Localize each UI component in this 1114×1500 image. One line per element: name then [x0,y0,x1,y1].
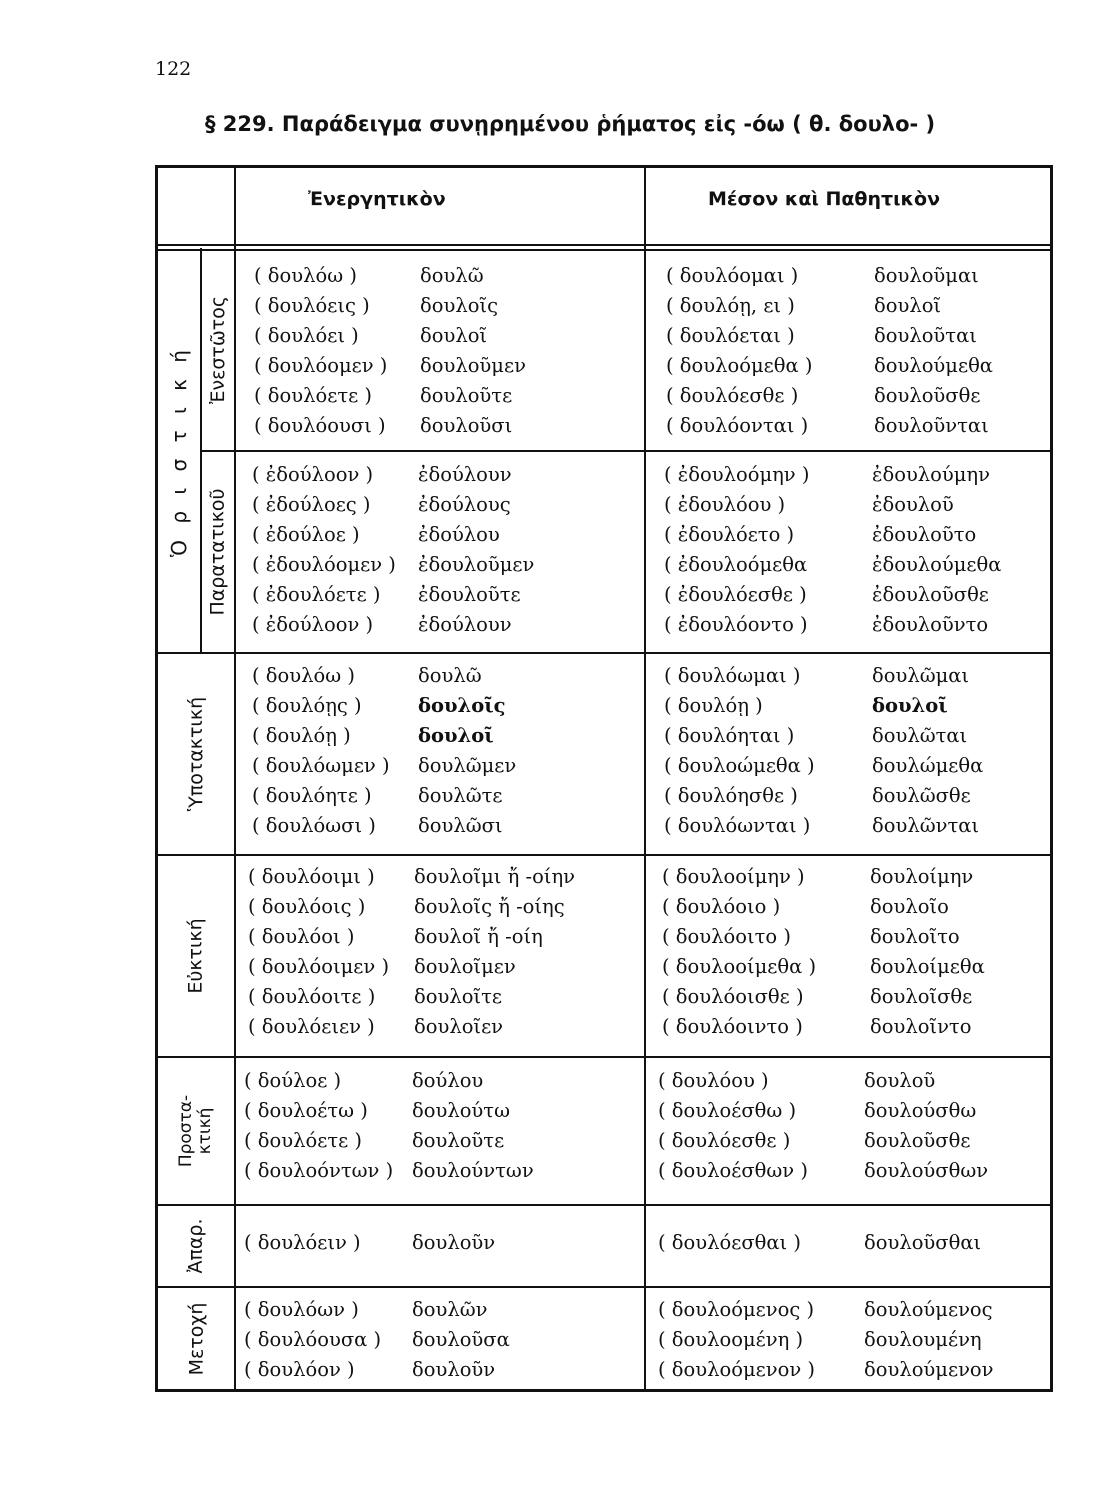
uncontracted-form: ( δουλόω ) [254,264,357,287]
label-participle-text: Μετοχή [185,1302,207,1376]
rule-indic-subj [158,652,1050,654]
rule-header-2 [158,249,1050,251]
uncontracted-form: ( δουλόηται ) [664,724,795,747]
uncontracted-form: ( δουλόητε ) [252,784,372,807]
contracted-form: ἐδουλοῦμεν [418,553,535,576]
uncontracted-form: ( δουλοόμενος ) [658,1298,815,1321]
uncontracted-form: ( δουλόωσι ) [252,814,376,837]
uncontracted-form: ( δουλόουσι ) [254,414,386,437]
label-subjunctive [158,654,234,854]
uncontracted-form: ( δουλόου ) [658,1069,769,1092]
uncontracted-form: ( δουλόον ) [244,1358,355,1381]
uncontracted-form: ( δουλόωμεν ) [252,754,390,777]
rule-pres-imperf [200,450,1050,452]
label-indicative [158,250,200,652]
contracted-form: ἐδουλοῦντο [872,613,989,636]
uncontracted-form: ( ἐδουλοόμεθα [664,553,808,576]
rule-header-1 [158,244,1050,246]
contracted-form: δουλούμενος [864,1298,993,1321]
contracted-form: δουλῶμεν [418,754,517,777]
uncontracted-form: ( δουλόεις ) [254,294,370,317]
uncontracted-form: ( δουλόω ) [252,664,355,687]
uncontracted-form: ( δουλόομαι ) [666,264,799,287]
uncontracted-form: ( δουλοέτω ) [244,1099,368,1122]
contracted-form: δουλούμεθα [874,354,993,377]
contracted-form: ἐδούλου [418,523,500,546]
uncontracted-form: ( ἐδουλοόμην ) [664,463,810,486]
uncontracted-form: ( δουλόετε ) [254,384,373,407]
contracted-form: δουλῶσθε [872,784,971,807]
contracted-form: δουλοῖ [420,324,488,347]
contracted-form: ἐδουλοῦσθε [872,583,989,606]
contracted-form: δουλοῦνται [874,414,989,437]
uncontracted-form: ( δουλόωνται ) [664,814,811,837]
uncontracted-form: ( ἐδουλόετε ) [252,583,381,606]
uncontracted-form: ( δουλόων ) [244,1298,359,1321]
contracted-form: δουλοῖμεν [414,955,516,978]
header-middle-passive: Μέσον καὶ Παθητικὸν [708,188,941,210]
uncontracted-form: ( ἐδούλοον ) [252,463,374,486]
contracted-form: δουλοῦσθε [864,1129,971,1152]
contracted-form: δουλῶμαι [872,664,970,687]
contracted-form: δουλοῦν [412,1358,496,1381]
uncontracted-form: ( δουλόοιντο ) [662,1015,803,1038]
contracted-form: δουλοῦμεν [420,354,526,377]
uncontracted-form: ( δουλόετε ) [244,1129,363,1152]
uncontracted-form: ( δουλόοισθε ) [662,985,804,1008]
contracted-form: δουλοῖ ἤ -οίη [414,925,543,948]
contracted-form: δουλοῖντο [870,1015,972,1038]
uncontracted-form: ( δουλόῃς ) [252,694,362,717]
contracted-form: δουλοῦμαι [874,264,979,287]
uncontracted-form: ( ἐδούλοον ) [252,613,374,636]
header-active: Ἐνεργητικὸν [308,188,446,210]
uncontracted-form: ( ἐδούλοες ) [252,493,371,516]
uncontracted-form: ( δουλόῃ ) [664,694,763,717]
contracted-form: ἐδουλοῦτο [872,523,977,546]
contracted-form: ἐδουλοῦτε [418,583,521,606]
label-subjunctive-text: Ὑποτακτική [185,696,208,812]
contracted-form: δουλοῖμι ἤ -οίην [414,865,575,888]
contracted-form: δουλοῖ [874,294,942,317]
contracted-form: δουλούτω [412,1099,510,1122]
contracted-form: δουλῶν [412,1298,488,1321]
contracted-form: ἐδούλουν [418,613,512,636]
uncontracted-form: ( δουλόεσθαι ) [658,1231,802,1254]
contracted-form: δουλούντων [412,1159,534,1182]
contracted-form: δουλοῦσα [412,1328,510,1351]
uncontracted-form: ( δουλόοις ) [248,895,366,918]
uncontracted-form: ( δουλοοίμεθα ) [662,955,817,978]
contracted-form: δουλοῦτε [420,384,513,407]
uncontracted-form: ( ἐδουλόοντο ) [664,613,808,636]
contracted-form: δουλῶνται [872,814,980,837]
uncontracted-form: ( δουλοόμενον ) [658,1358,816,1381]
uncontracted-form: ( δουλόοιμεν ) [248,955,390,978]
rule-imper-inf [158,1204,1050,1206]
uncontracted-form: ( ἐδουλόετο ) [664,523,795,546]
contracted-form: δουλοῦσι [420,414,513,437]
uncontracted-form: ( δουλόειεν ) [248,1015,375,1038]
uncontracted-form: ( δούλοε ) [244,1069,342,1092]
label-imperfect-text: Παρατατικοῦ [207,488,230,616]
contracted-form: ἐδουλούμεθα [872,553,1002,576]
contracted-form: δουλοῖ [872,694,948,717]
uncontracted-form: ( δουλόειν ) [244,1231,361,1254]
contracted-form: δουλῶσι [418,814,503,837]
contracted-form: δουλοῦτε [412,1129,505,1152]
contracted-form: δουλουμένη [864,1328,982,1351]
label-infinitive [158,1206,234,1286]
contracted-form: δούλου [412,1069,484,1092]
label-imperative-text: Προστα- κτική [175,1094,215,1168]
label-imperfect [202,452,234,652]
contracted-form: δουλοῖτο [870,925,960,948]
rule-subj-opt [158,854,1050,856]
label-optative [158,856,234,1056]
contracted-form: δουλώμεθα [872,754,984,777]
uncontracted-form: ( δουλοέσθων ) [658,1159,808,1182]
conjugation-table [155,165,1053,1392]
contracted-form: δουλοῦν [412,1231,496,1254]
uncontracted-form: ( δουλόεσθε ) [666,384,799,407]
uncontracted-form: ( δουλόει ) [254,324,359,347]
label-indicative-text: Ὁ ρ ι σ τ ι κ ή [167,345,191,557]
contracted-form: δουλοῦται [874,324,977,347]
contracted-form: δουλοῖς [418,694,506,717]
uncontracted-form: ( ἐδουλόεσθε ) [664,583,807,606]
label-infinitive-text: Ἀπαρ. [185,1218,207,1274]
contracted-form: δουλοῖσθε [870,985,973,1008]
contracted-form: δουλοῖο [870,895,949,918]
uncontracted-form: ( δουλόουσα ) [244,1328,382,1351]
contracted-form: δουλοῖτε [414,985,502,1008]
uncontracted-form: ( δουλοώμεθα ) [664,754,815,777]
contracted-form: ἐδούλουν [418,463,512,486]
contracted-form: δουλοῖς [420,294,498,317]
contracted-form: δουλῶ [420,264,484,287]
uncontracted-form: ( δουλόοιμι ) [248,865,375,888]
uncontracted-form: ( δουλοοίμην ) [662,865,805,888]
contracted-form: δουλῶ [418,664,482,687]
rule-opt-imper [158,1056,1050,1058]
uncontracted-form: ( δουλόωμαι ) [664,664,801,687]
contracted-form: δουλοῦσθε [874,384,981,407]
contracted-form: ἐδούλους [418,493,511,516]
contracted-form: δουλοῖς ἤ -οίης [414,895,565,918]
uncontracted-form: ( δουλόομεν ) [254,354,388,377]
contracted-form: δουλούμενον [864,1358,994,1381]
uncontracted-form: ( δουλόῃ ) [252,724,351,747]
uncontracted-form: ( ἐδουλόομεν ) [252,553,396,576]
contracted-form: δουλοῦ [864,1069,936,1092]
uncontracted-form: ( δουλόησθε ) [664,784,798,807]
contracted-form: δουλῶτε [418,784,503,807]
contracted-form: δουλούσθω [864,1099,977,1122]
uncontracted-form: ( δουλοέσθω ) [658,1099,797,1122]
rule-inf-part [158,1286,1050,1288]
label-imperative [158,1058,234,1204]
page-number: 122 [155,58,192,80]
label-present [202,250,234,450]
uncontracted-form: ( δουλόοιο ) [662,895,781,918]
contracted-form: δουλοῖεν [414,1015,504,1038]
uncontracted-form: ( δουλόοι ) [248,925,355,948]
uncontracted-form: ( δουλόονται ) [666,414,809,437]
section-title: § 229. Παράδειγμα συνῃρημένου ῥήματος εἰς -όω ( θ. δουλο- ) [205,112,936,136]
uncontracted-form: ( δουλοόντων ) [244,1159,394,1182]
rule-label-col [234,168,236,1390]
contracted-form: ἐδουλούμην [872,463,990,486]
contracted-form: δουλοίμην [870,865,974,888]
contracted-form: ἐδουλοῦ [872,493,954,516]
uncontracted-form: ( δουλοομένη ) [658,1328,804,1351]
contracted-form: δουλοῦσθαι [864,1231,982,1254]
uncontracted-form: ( δουλόοιτο ) [662,925,791,948]
label-participle [158,1288,234,1390]
label-optative-text: Εὐκτική [185,918,207,994]
contracted-form: δουλῶται [872,724,968,747]
label-present-text: Ἐνεστῶτος [207,296,229,404]
contracted-form: δουλούσθων [864,1159,989,1182]
uncontracted-form: ( δουλόῃ, ει ) [666,294,795,317]
uncontracted-form: ( δουλόοιτε ) [248,985,376,1008]
contracted-form: δουλοῖ [418,724,494,747]
contracted-form: δουλοίμεθα [870,955,985,978]
uncontracted-form: ( ἐδουλόου ) [664,493,786,516]
uncontracted-form: ( δουλοόμεθα ) [666,354,813,377]
uncontracted-form: ( δουλόεσθε ) [658,1129,791,1152]
uncontracted-form: ( δουλόεται ) [666,324,795,347]
uncontracted-form: ( ἐδούλοε ) [252,523,360,546]
rule-voice-col [644,168,646,1390]
